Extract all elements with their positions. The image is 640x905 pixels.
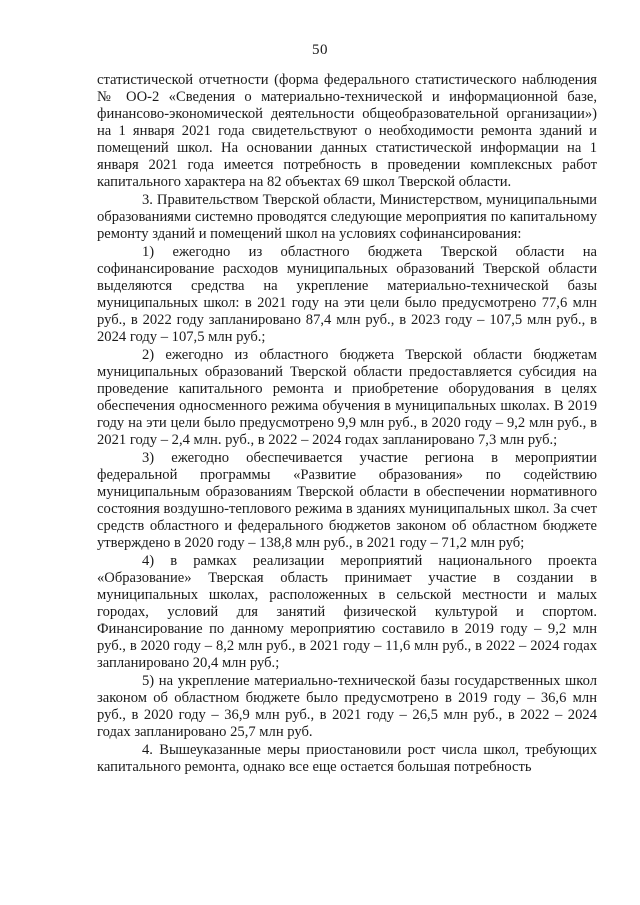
paragraph-subitem-4: 4) в рамках реализации мероприятий национального проекта «Образование» Тверская область принимает участие в создании в муниципальных школах, расположенных в сельской местности и малых городах, условий для занятий физической культурой и спортом. Финансирование по данному мероприятию составило в 2019 году – 9,2 млн руб., в 2020 году – 8,2 млн руб., в 2021 году – 11,6 млн руб., в 2022 – 2024 годах запланировано 20,4 млн руб.;: [97, 553, 597, 671]
paragraph-subitem-1: 1) ежегодно из областного бюджета Тверской области на софинансирование расходов муниципальных образований Тверской области выделяются средства на укрепление материально-технической базы муниципальных школ: в 2021 году на эти цели было предусмотрено 77,6 млн руб., в 2022 году запланировано 87,4 млн руб., в 2023 году – 107,5 млн руб., в 2024 году – 107,5 млн руб.;: [97, 244, 597, 345]
paragraph-subitem-2: 2) ежегодно из областного бюджета Тверской области бюджетам муниципальных образований Тверской области предоставляется субсидия на проведение капитального ремонта и приобретение оборудования в целях обеспечения односменного режима обучения в муниципальных школах. В 2019 году на эти цели было предусмотрено 9,9 млн руб., в 2020 году – 9,2 млн руб., в 2021 году – 2,4 млн. руб., в 2022 – 2024 годах запланировано 7,3 млн руб.;: [97, 347, 597, 448]
page-number: 50: [312, 42, 328, 58]
paragraph-statistics: статистической отчетности (форма федерального статистического наблюдения № ОО-2 «Сведения о материально-технической и информационной базе, финансово-экономической деятельности общеобразовательной организации») на 1 января 2021 года свидетельствуют о необходимости ремонта зданий и помещений школ. На основании данных статистической информации на 1 января 2021 года имеется потребность в проведении комплексных работ капитального характера на 82 объектах 69 школ Тверской области.: [97, 72, 597, 190]
paragraph-item-4: 4. Вышеуказанные меры приостановили рост числа школ, требующих капитального ремонта, однако все еще остается большая потребность: [97, 742, 597, 775]
paragraph-subitem-5: 5) на укрепление материально-технической базы государственных школ законом об областном бюджете было предусмотрено в 2019 году – 36,6 млн руб., в 2020 году – 36,9 млн руб., в 2021 году – 26,5 млн руб., в 2022 – 2024 годах запланировано 25,7 млн руб.: [97, 673, 597, 740]
paragraph-subitem-3: 3) ежегодно обеспечивается участие региона в мероприятии федеральной программы «Развитие образования» по содействию муниципальным образованиям Тверской области в обеспечении нормативного состояния воздушно-теплового режима в зданиях муниципальных школ. За счет средств областного и федерального бюджетов законом об областном бюджете утверждено в 2020 году – 138,8 млн руб., в 2021 году – 71,2 млн руб;: [97, 450, 597, 551]
paragraph-item-3: 3. Правительством Тверской области, Министерством, муниципальными образованиями системно проводятся следующие мероприятия по капитальному ремонту зданий и помещений школ на условиях софинансирования:: [97, 192, 597, 242]
document-body: [97, 72, 597, 776]
